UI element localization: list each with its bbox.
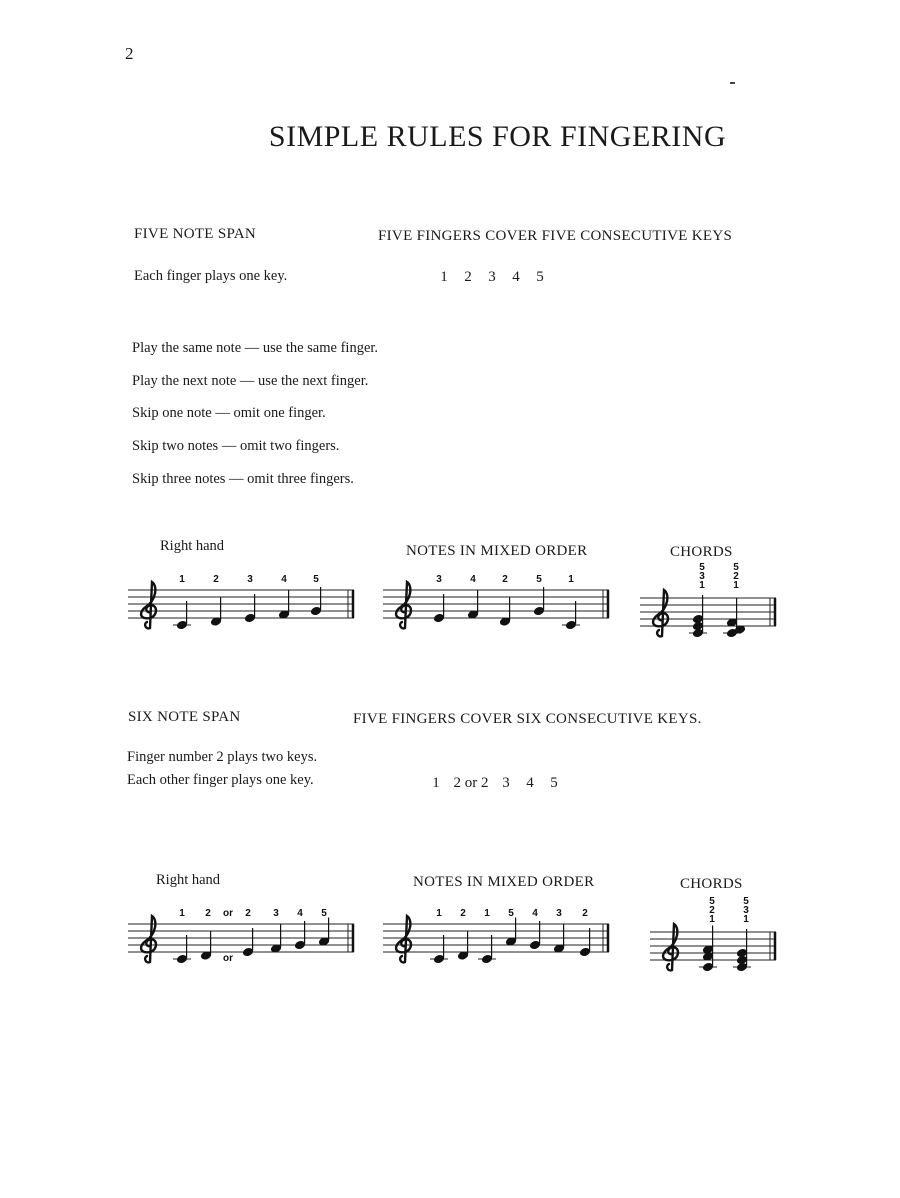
example1-mixed-staff <box>383 568 623 648</box>
fingering-number: 1 <box>568 574 574 585</box>
fingering-number: 3 <box>436 574 442 585</box>
section2-description-line1: Finger number 2 plays two keys. <box>127 749 318 765</box>
rule-skip-one: Skip one note — omit one finger. <box>132 405 326 421</box>
fingering-number: 1 <box>179 908 185 919</box>
fingering-number: 3 <box>699 571 705 582</box>
example1-right-hand-label: Right hand <box>160 538 225 554</box>
treble-clef-icon <box>141 916 156 962</box>
fingering-number: 2 <box>582 908 588 919</box>
finger-number: 2 or 2 <box>453 775 489 791</box>
fingering-number: 2 <box>460 908 466 919</box>
treble-clef-icon <box>396 582 411 628</box>
rule-next-note: Play the next note — use the next finger. <box>132 373 369 389</box>
example1-chords-staff <box>640 560 790 648</box>
fingering-number: 1 <box>709 914 715 925</box>
example1-chords-label: CHORDS <box>670 544 733 560</box>
section2-description-line2: Each other finger plays one key. <box>127 772 314 788</box>
fingering-number: 5 <box>321 908 327 919</box>
fingering-number: 5 <box>743 896 749 907</box>
fingering-number: or <box>223 908 233 919</box>
fingering-number: 4 <box>297 908 303 919</box>
section2-finger-numbers <box>424 774 566 792</box>
fingering-number: 3 <box>743 905 749 916</box>
or-label: or <box>223 953 233 964</box>
fingering-number: 1 <box>484 908 490 919</box>
finger-number: 5 <box>536 269 544 285</box>
example2-right-hand-staff <box>128 902 368 982</box>
section1-finger-numbers <box>432 268 552 286</box>
fingering-number: 2 <box>709 905 715 916</box>
example2-right-hand-label: Right hand <box>156 872 221 888</box>
fingering-number: 2 <box>733 571 739 582</box>
treble-clef-icon <box>653 590 668 636</box>
section1-subheading: FIVE FINGERS COVER FIVE CONSECUTIVE KEYS <box>378 228 733 244</box>
fingering-number: 4 <box>532 908 538 919</box>
fingering-number: 1 <box>436 908 442 919</box>
fingering-number: 1 <box>733 580 739 591</box>
example2-mixed-staff <box>383 902 623 982</box>
treble-clef-icon <box>141 582 156 628</box>
example2-mixed-label: NOTES IN MIXED ORDER <box>413 874 595 890</box>
fingering-number: 5 <box>699 562 705 573</box>
fingering-number: 1 <box>699 580 705 591</box>
fingering-number: 2 <box>205 908 211 919</box>
page-title: SIMPLE RULES FOR FINGERING <box>268 120 727 153</box>
finger-number: 5 <box>550 775 558 791</box>
fingering-number: 5 <box>508 908 514 919</box>
finger-number: 3 <box>502 775 510 791</box>
fingering-number: 4 <box>470 574 476 585</box>
section1-description: Each finger plays one key. <box>134 268 288 284</box>
treble-clef-icon <box>663 924 678 970</box>
fingering-number: 3 <box>247 574 253 585</box>
section1-heading: FIVE NOTE SPAN <box>134 226 256 242</box>
fingering-number: 4 <box>281 574 287 585</box>
fingering-number: 5 <box>709 896 715 907</box>
finger-number: 4 <box>512 269 520 285</box>
fingering-number: 3 <box>273 908 279 919</box>
fingering-number: 5 <box>313 574 319 585</box>
example2-chords-staff <box>650 894 790 982</box>
fingering-number: 5 <box>733 562 739 573</box>
section2-heading: SIX NOTE SPAN <box>128 709 241 725</box>
rule-skip-two: Skip two notes — omit two fingers. <box>132 438 340 454</box>
section2-subheading: FIVE FINGERS COVER SIX CONSECUTIVE KEYS. <box>353 711 702 727</box>
rule-same-note: Play the same note — use the same finger. <box>132 340 379 356</box>
page-number: 2 <box>125 44 134 63</box>
finger-number: 4 <box>526 775 534 791</box>
print-speck <box>730 82 735 84</box>
fingering-number: 2 <box>502 574 508 585</box>
example1-mixed-label: NOTES IN MIXED ORDER <box>406 543 588 559</box>
example2-chords-label: CHORDS <box>680 876 743 892</box>
example1-right-hand-staff <box>128 568 368 648</box>
fingering-number: 1 <box>179 574 185 585</box>
finger-number: 2 <box>464 269 472 285</box>
fingering-number: 3 <box>556 908 562 919</box>
fingering-number: 2 <box>245 908 251 919</box>
finger-number: 1 <box>432 775 440 791</box>
finger-number: 3 <box>488 269 496 285</box>
fingering-number: 1 <box>743 914 749 925</box>
fingering-number: 2 <box>213 574 219 585</box>
treble-clef-icon <box>396 916 411 962</box>
finger-number: 1 <box>440 269 448 285</box>
fingering-number: 5 <box>536 574 542 585</box>
rule-skip-three: Skip three notes — omit three fingers. <box>132 471 354 487</box>
